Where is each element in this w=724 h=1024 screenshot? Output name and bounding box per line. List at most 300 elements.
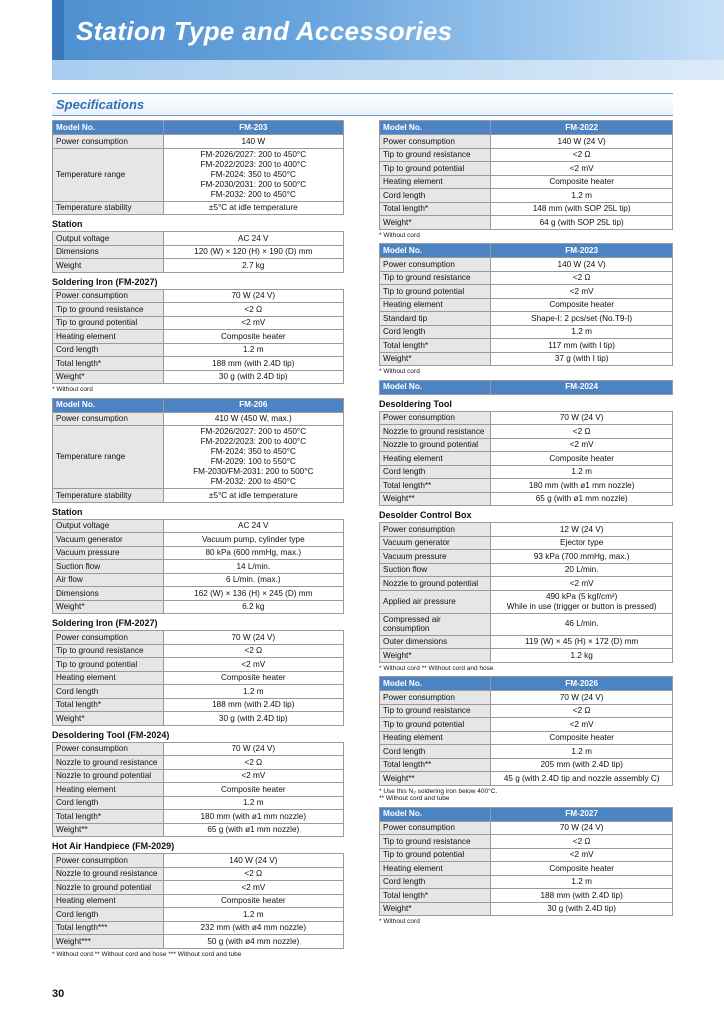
fm2027-footnote: * Without cord	[379, 918, 420, 925]
spec-value: 140 W (24 V)	[163, 854, 343, 868]
spec-row	[53, 303, 344, 317]
spec-row	[53, 921, 344, 935]
fm2024-tool-table	[379, 411, 673, 507]
fm2027-model-row	[380, 807, 673, 821]
spec-value: 45 g (with 2.4D tip and nozzle assembly C)	[491, 772, 673, 786]
spec-value: <2 mV	[491, 577, 673, 591]
spec-row	[53, 370, 344, 384]
spec-row	[53, 330, 344, 344]
fm2023-model-row	[380, 244, 673, 258]
spec-value	[491, 590, 673, 613]
spec-row	[380, 425, 673, 439]
spec-row	[380, 758, 673, 772]
spec-value: 188 mm (with 2.4D tip)	[491, 889, 673, 903]
spec-value: 140 W	[163, 135, 343, 149]
spec-value: <2 mV	[491, 162, 673, 176]
spec-value: 37 g (with I tip)	[491, 352, 673, 366]
spec-label: Weight	[53, 259, 164, 273]
spec-row	[380, 821, 673, 835]
fm203-footnote: * Without cord	[52, 386, 93, 393]
spec-label: Weight***	[53, 935, 164, 949]
spec-label: Nozzle to ground potential	[380, 577, 491, 591]
model-number: FM-206	[163, 398, 343, 412]
spec-row	[380, 298, 673, 312]
spec-label: Weight*	[380, 649, 491, 663]
spec-label: Tip to ground resistance	[53, 644, 164, 658]
spec-label: Dimensions	[53, 245, 164, 259]
model-label: Model No.	[53, 398, 164, 412]
spec-row	[380, 479, 673, 493]
model-number: FM-2027	[491, 807, 673, 821]
spec-label: Nozzle to ground resistance	[53, 867, 164, 881]
spec-row	[380, 465, 673, 479]
spec-value: 70 W (24 V)	[491, 691, 673, 705]
spec-row	[53, 573, 344, 587]
fm206-station-title: Station	[52, 506, 83, 517]
spec-row	[53, 908, 344, 922]
spec-row	[53, 357, 344, 371]
spec-row	[380, 635, 673, 649]
fm203-model-row	[53, 121, 344, 135]
spec-label: Nozzle to ground resistance	[380, 425, 491, 439]
spec-value: 70 W (24 V)	[163, 742, 343, 756]
fm206-footnote: * Without cord ** Without cord and hose *** Without cord and tube	[52, 950, 242, 958]
spec-value: <2 mV	[163, 316, 343, 330]
spec-value-line: FM-2024: 350 to 450°C	[210, 447, 296, 456]
spec-value: 232 mm (with ø4 mm nozzle)	[163, 921, 343, 935]
spec-value-line: FM-2026/2027: 200 to 450°C	[200, 149, 307, 159]
spec-label: Heating element	[380, 452, 491, 466]
right-column	[379, 120, 673, 930]
spec-value: 6 L/min. (max.)	[163, 573, 343, 587]
spec-row	[380, 848, 673, 862]
spec-row	[380, 563, 673, 577]
spec-row	[380, 352, 673, 366]
spec-row	[380, 492, 673, 506]
spec-value: 80 kPa (600 mmHg, max.)	[163, 546, 343, 560]
spec-label: Total length*	[53, 810, 164, 824]
fm2024-header-table	[379, 380, 673, 395]
spec-row	[53, 316, 344, 330]
spec-row	[380, 189, 673, 203]
spec-row	[53, 823, 344, 837]
spec-label: Temperature stability	[53, 489, 164, 503]
spec-label: Output voltage	[53, 519, 164, 533]
spec-row	[380, 745, 673, 759]
model-number: FM-203	[163, 121, 343, 135]
spec-row	[380, 452, 673, 466]
spec-value: 1.2 m	[491, 465, 673, 479]
model-label: Model No.	[380, 677, 491, 691]
spec-value: <2 Ω	[163, 867, 343, 881]
spec-value: Composite heater	[491, 175, 673, 189]
spec-label: Cord length	[380, 189, 491, 203]
spec-label: Tip to ground resistance	[380, 148, 491, 162]
spec-label: Temperature range	[53, 148, 164, 201]
spec-label: Cord length	[380, 875, 491, 889]
spec-label: Power consumption	[380, 135, 491, 149]
spec-row	[53, 489, 344, 503]
fm206-hotair-table	[52, 853, 344, 949]
spec-label: Tip to ground potential	[380, 162, 491, 176]
spec-label: Power consumption	[53, 854, 164, 868]
spec-label: Outer dimensions	[380, 635, 491, 649]
spec-label: Heating element	[53, 330, 164, 344]
spec-label: Nozzle to ground potential	[53, 881, 164, 895]
spec-value: 70 W (24 V)	[491, 411, 673, 425]
spec-label: Nozzle to ground resistance	[53, 756, 164, 770]
spec-row	[380, 590, 673, 613]
header-strip	[52, 60, 724, 80]
spec-label: Cord length	[380, 745, 491, 759]
spec-value: 140 W (24 V)	[491, 258, 673, 272]
spec-value: AC 24 V	[163, 232, 343, 246]
spec-label: Cord length	[380, 465, 491, 479]
spec-label: Power consumption	[53, 289, 164, 303]
spec-label: Cord length	[53, 685, 164, 699]
spec-row	[53, 658, 344, 672]
spec-label: Tip to ground resistance	[380, 704, 491, 718]
spec-label: Cord length	[53, 908, 164, 922]
spec-value: <2 Ω	[491, 148, 673, 162]
spec-value: 30 g (with 2.4D tip)	[491, 902, 673, 916]
spec-row	[53, 935, 344, 949]
section-title: Specifications	[56, 97, 145, 112]
spec-label: Weight**	[53, 823, 164, 837]
spec-label: Power consumption	[380, 691, 491, 705]
spec-value: <2 Ω	[163, 756, 343, 770]
spec-row	[53, 671, 344, 685]
spec-value: <2 mV	[163, 658, 343, 672]
fm206-spec-table	[52, 398, 344, 503]
model-number: FM-2026	[491, 677, 673, 691]
spec-value: <2 mV	[491, 848, 673, 862]
spec-value: ±5°C at idle temperature	[163, 201, 343, 215]
model-label: Model No.	[380, 807, 491, 821]
spec-value: Ejector type	[491, 536, 673, 550]
spec-label: Weight*	[380, 352, 491, 366]
spec-row	[380, 613, 673, 635]
fm2024-footnote: * Without cord ** Without cord and hose	[379, 664, 494, 672]
spec-row	[53, 587, 344, 601]
spec-value: 1.2 m	[163, 908, 343, 922]
fm2023-footnote: * Without cord	[379, 368, 420, 375]
spec-value-line: FM-2029: 100 to 550°C	[210, 457, 296, 466]
spec-value: 188 mm (with 2.4D tip)	[163, 698, 343, 712]
spec-row	[53, 769, 344, 783]
spec-row	[53, 867, 344, 881]
spec-value: <2 mV	[163, 881, 343, 895]
spec-row	[380, 175, 673, 189]
spec-row	[53, 201, 344, 215]
spec-label: Total length***	[53, 921, 164, 935]
spec-value: 120 (W) × 120 (H) × 190 (D) mm	[163, 245, 343, 259]
spec-row	[380, 216, 673, 230]
model-number: FM-2024	[491, 380, 673, 394]
spec-row	[380, 704, 673, 718]
spec-row	[53, 783, 344, 797]
spec-value: 2.7 kg	[163, 259, 343, 273]
fm203-spec-table	[52, 120, 344, 215]
fm2024-box-title: Desolder Control Box	[379, 510, 472, 520]
model-label: Model No.	[53, 121, 164, 135]
spec-row	[53, 881, 344, 895]
spec-value: <2 Ω	[491, 271, 673, 285]
spec-label: Nozzle to ground potential	[53, 769, 164, 783]
spec-value: <2 mV	[491, 285, 673, 299]
spec-label: Heating element	[380, 175, 491, 189]
spec-row	[53, 698, 344, 712]
fm206-iron-table	[52, 630, 344, 726]
spec-label: Total length*	[53, 698, 164, 712]
spec-value: Composite heater	[491, 298, 673, 312]
spec-value: 180 mm (with ø1 mm nozzle)	[491, 479, 673, 493]
spec-label: Total length**	[380, 758, 491, 772]
spec-label: Vacuum generator	[380, 536, 491, 550]
spec-value: <2 Ω	[491, 704, 673, 718]
spec-label: Tip to ground potential	[53, 658, 164, 672]
spec-value: 1.2 m	[491, 745, 673, 759]
spec-row	[53, 135, 344, 149]
spec-row	[380, 325, 673, 339]
spec-label: Weight*	[380, 902, 491, 916]
spec-value: 188 mm (with 2.4D tip)	[163, 357, 343, 371]
spec-label: Power consumption	[380, 523, 491, 537]
spec-value: Shape-I: 2 pcs/set (No.T9-I)	[491, 312, 673, 326]
spec-label: Total length*	[380, 889, 491, 903]
fm2023-spec-table	[379, 243, 673, 366]
spec-value-line: FM-2022/2023: 200 to 400°C	[200, 437, 307, 446]
spec-label: Tip to ground resistance	[53, 303, 164, 317]
spec-row	[380, 438, 673, 452]
spec-row	[53, 560, 344, 574]
spec-label: Cord length	[53, 796, 164, 810]
spec-row	[53, 756, 344, 770]
spec-value: 1.2 m	[491, 325, 673, 339]
spec-value: ±5°C at idle temperature	[163, 489, 343, 503]
spec-label: Total length**	[380, 479, 491, 493]
spec-row	[380, 135, 673, 149]
spec-value: 1.2 m	[491, 189, 673, 203]
spec-value: <2 Ω	[163, 303, 343, 317]
spec-row	[380, 772, 673, 786]
spec-row	[53, 894, 344, 908]
spec-value-line: FM-2030/FM-2031: 200 to 500°C	[193, 467, 314, 476]
page-title: Station Type and Accessories	[76, 16, 453, 46]
spec-row	[380, 731, 673, 745]
model-number: FM-2023	[491, 244, 673, 258]
fm206-station-table	[52, 519, 344, 615]
spec-label: Weight*	[53, 712, 164, 726]
fm203-iron-title: Soldering Iron (FM-2027)	[52, 276, 158, 287]
spec-value: 205 mm (with 2.4D tip)	[491, 758, 673, 772]
spec-label: Total length*	[53, 357, 164, 371]
fm2024-box-table	[379, 522, 673, 663]
spec-value: <2 Ω	[491, 425, 673, 439]
spec-label: Power consumption	[53, 631, 164, 645]
spec-label: Vacuum pressure	[53, 546, 164, 560]
spec-label: Weight**	[380, 492, 491, 506]
header-accent-bar	[52, 0, 64, 60]
spec-label: Tip to ground potential	[380, 718, 491, 732]
spec-value: Composite heater	[491, 862, 673, 876]
spec-value-line: FM-2030/2031: 200 to 500°C	[200, 179, 307, 189]
spec-value: 30 g (with 2.4D tip)	[163, 712, 343, 726]
model-number: FM-2022	[491, 121, 673, 135]
spec-value: 148 mm (with SOP 25L tip)	[491, 202, 673, 216]
spec-value: <2 mV	[163, 769, 343, 783]
model-label: Model No.	[380, 121, 491, 135]
spec-row	[380, 148, 673, 162]
fm206-model-row	[53, 398, 344, 412]
spec-label: Cord length	[53, 343, 164, 357]
spec-label: Suction flow	[380, 563, 491, 577]
spec-row	[53, 712, 344, 726]
spec-value: 140 W (24 V)	[491, 135, 673, 149]
spec-row	[53, 426, 344, 489]
fm2022-footnote: * Without cord	[379, 231, 420, 239]
spec-value: 14 L/min.	[163, 560, 343, 574]
spec-label: Heating element	[53, 671, 164, 685]
spec-row	[380, 577, 673, 591]
spec-label: Dimensions	[53, 587, 164, 601]
spec-value: 12 W (24 V)	[491, 523, 673, 537]
spec-value: 1.2 m	[163, 343, 343, 357]
spec-label: Tip to ground potential	[380, 848, 491, 862]
spec-row	[380, 411, 673, 425]
spec-label: Heating element	[53, 894, 164, 908]
spec-row	[380, 902, 673, 916]
spec-label: Heating element	[380, 862, 491, 876]
fm203-station-table	[52, 231, 344, 273]
fm206-hotair-title: Hot Air Handpiece (FM-2029)	[52, 841, 175, 851]
spec-row	[380, 889, 673, 903]
spec-value-line: FM-2024: 350 to 450°C	[210, 169, 296, 179]
spec-row	[380, 339, 673, 353]
spec-value: 20 L/min.	[491, 563, 673, 577]
spec-row	[53, 533, 344, 547]
spec-row	[380, 649, 673, 663]
specifications-header	[52, 93, 673, 116]
spec-value: AC 24 V	[163, 519, 343, 533]
fm2026-model-row	[380, 677, 673, 691]
spec-row	[53, 854, 344, 868]
spec-value: Composite heater	[163, 330, 343, 344]
spec-row	[53, 232, 344, 246]
spec-row	[380, 271, 673, 285]
spec-label: Weight*	[380, 216, 491, 230]
spec-value: 119 (W) × 45 (H) × 172 (D) mm	[491, 635, 673, 649]
spec-row	[380, 875, 673, 889]
spec-label: Applied air pressure	[380, 590, 491, 613]
spec-label: Tip to ground resistance	[380, 835, 491, 849]
spec-value	[163, 426, 343, 489]
spec-value: 6.2 kg	[163, 600, 343, 614]
spec-value: 162 (W) × 136 (H) × 245 (D) mm	[163, 587, 343, 601]
spec-value: Composite heater	[163, 783, 343, 797]
spec-label: Power consumption	[53, 742, 164, 756]
spec-value: 1.2 m	[163, 685, 343, 699]
spec-label: Air flow	[53, 573, 164, 587]
fm2022-model-row	[380, 121, 673, 135]
fm2026-spec-table	[379, 676, 673, 786]
spec-label: Weight**	[380, 772, 491, 786]
spec-value-line: 490 kPa (5 kgf/cm²)	[545, 591, 618, 601]
spec-row	[53, 631, 344, 645]
spec-label: Standard tip	[380, 312, 491, 326]
spec-value: 64 g (with SOP 25L tip)	[491, 216, 673, 230]
spec-value	[163, 148, 343, 201]
spec-label: Total length*	[380, 339, 491, 353]
spec-row	[53, 742, 344, 756]
spec-value: 70 W (24 V)	[163, 289, 343, 303]
spec-value: 46 L/min.	[491, 613, 673, 635]
spec-row	[380, 536, 673, 550]
spec-value: 70 W (24 V)	[491, 821, 673, 835]
spec-value-line: FM-2032: 200 to 450°C	[210, 477, 296, 486]
spec-row	[53, 289, 344, 303]
spec-row	[380, 718, 673, 732]
spec-value: <2 Ω	[163, 644, 343, 658]
spec-value-line: FM-2026/2027: 200 to 450°C	[200, 427, 307, 436]
spec-value: 1.2 m	[491, 875, 673, 889]
spec-label: Weight*	[53, 600, 164, 614]
spec-label: Suction flow	[53, 560, 164, 574]
spec-label: Power consumption	[380, 411, 491, 425]
fm2024-tool-title: Desoldering Tool	[379, 398, 452, 409]
spec-row	[380, 691, 673, 705]
spec-row	[53, 546, 344, 560]
spec-value: 65 g (with ø1 mm nozzle)	[163, 823, 343, 837]
fm203-station-title: Station	[52, 219, 83, 229]
spec-row	[380, 835, 673, 849]
model-label: Model No.	[380, 244, 491, 258]
spec-value: 50 g (with ø4 mm nozzle)	[163, 935, 343, 949]
spec-row	[380, 862, 673, 876]
spec-value: 1.2 kg	[491, 649, 673, 663]
spec-label: Total length*	[380, 202, 491, 216]
spec-value: 410 W (450 W, max.)	[163, 412, 343, 426]
spec-label: Vacuum generator	[53, 533, 164, 547]
spec-row	[380, 523, 673, 537]
spec-value-line: While in use (trigger or button is pressed)	[506, 601, 657, 611]
fm206-iron-title: Soldering Iron (FM-2027)	[52, 618, 158, 628]
page-number: 30	[52, 988, 65, 1000]
spec-value: 70 W (24 V)	[163, 631, 343, 645]
spec-label: Power consumption	[380, 258, 491, 272]
spec-label: Compressed air consumption	[380, 613, 491, 635]
spec-value-line: FM-2022/2023: 200 to 400°C	[200, 159, 307, 169]
spec-value: Composite heater	[163, 894, 343, 908]
spec-label: Cord length	[380, 325, 491, 339]
spec-value: <2 Ω	[491, 835, 673, 849]
spec-row	[380, 162, 673, 176]
spec-value: <2 mV	[491, 718, 673, 732]
spec-row	[53, 685, 344, 699]
spec-label: Nozzle to ground potential	[380, 438, 491, 452]
fm203-iron-table	[52, 289, 344, 385]
spec-label: Temperature range	[53, 426, 164, 489]
spec-row	[53, 412, 344, 426]
spec-row	[53, 810, 344, 824]
fm206-desolder-table	[52, 742, 344, 838]
spec-row	[380, 285, 673, 299]
spec-value: <2 mV	[491, 438, 673, 452]
spec-label: Temperature stability	[53, 201, 164, 215]
spec-value: 1.2 m	[163, 796, 343, 810]
spec-label: Tip to ground potential	[380, 285, 491, 299]
spec-row	[53, 519, 344, 533]
